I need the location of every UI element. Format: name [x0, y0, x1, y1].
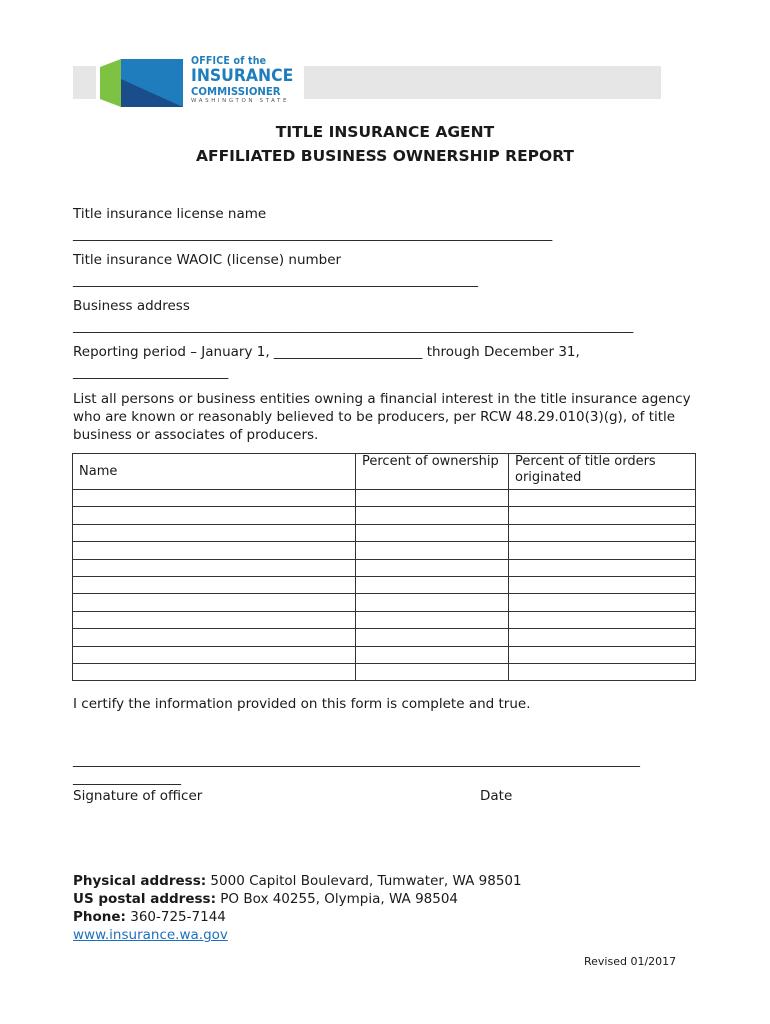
logo-line-2: INSURANCE: [191, 65, 294, 86]
percent-ownership-cell[interactable]: [356, 629, 509, 646]
ownership-table: [72, 453, 696, 681]
phone-value: 360-725-7144: [125, 909, 226, 925]
waoic-label: Title insurance WAOIC (license) number: [73, 252, 342, 268]
percent-ownership-cell[interactable]: [356, 576, 509, 593]
table-row: [73, 576, 696, 593]
percent-orders-cell[interactable]: [509, 559, 696, 576]
table-row: [73, 524, 696, 541]
name-cell[interactable]: [73, 594, 356, 611]
name-cell[interactable]: [73, 629, 356, 646]
table-row: [73, 611, 696, 628]
signature-field-continued[interactable]: ________________: [73, 770, 181, 786]
percent-orders-cell[interactable]: [509, 663, 696, 680]
percent-ownership-cell[interactable]: [356, 542, 509, 559]
license-name-label: Title insurance license name: [73, 206, 267, 222]
reporting-period-end-field[interactable]: _______________________: [73, 364, 229, 380]
instructions-text: List all persons or business entities owning a financial interest in the title insurance agency who are known or reasonably believed to be producers, per RCW 48.29.010(3)(g), of title business or associates of producers.: [73, 391, 691, 443]
table-row: [73, 663, 696, 680]
table-row: [73, 594, 696, 611]
table-row: [73, 542, 696, 559]
phone-label: Phone:: [73, 909, 126, 925]
business-address-label: Business address: [73, 298, 190, 314]
name-cell[interactable]: [73, 490, 356, 507]
table-row: [73, 629, 696, 646]
physical-address-value: 5000 Capitol Boulevard, Tumwater, WA 98501: [206, 873, 522, 889]
revision-date: Revised 01/2017: [584, 955, 677, 968]
logo-line-3: COMMISSIONER: [191, 84, 281, 98]
license-name-field[interactable]: _______________________________________________________________________: [73, 226, 553, 242]
percent-ownership-cell[interactable]: [356, 594, 509, 611]
percent-ownership-cell[interactable]: [356, 507, 509, 524]
signature-field[interactable]: ____________________________________________________________________________________: [73, 752, 640, 768]
form-title-line-2: AFFILIATED BUSINESS OWNERSHIP REPORT: [195, 147, 575, 165]
name-cell[interactable]: [73, 559, 356, 576]
physical-address: [73, 872, 522, 890]
waoic-field[interactable]: ____________________________________________________________: [73, 272, 478, 288]
logo-line-4: WASHINGTON STATE: [191, 97, 290, 104]
name-cell[interactable]: [73, 507, 356, 524]
table-row: [73, 507, 696, 524]
percent-orders-cell[interactable]: [509, 507, 696, 524]
oic-logo-icon: [100, 55, 200, 109]
website-link[interactable]: www.insurance.wa.gov: [73, 927, 228, 943]
table-row: [73, 559, 696, 576]
postal-address-label: US postal address:: [73, 891, 216, 907]
name-cell[interactable]: [73, 542, 356, 559]
name-cell[interactable]: [73, 524, 356, 541]
business-address-field[interactable]: ___________________________________________________________________________________: [73, 318, 634, 334]
logo-line-1: OFFICE of the: [191, 55, 267, 67]
percent-orders-cell[interactable]: [509, 524, 696, 541]
table-row: [73, 490, 696, 507]
certification-text: I certify the information provided on this form is complete and true.: [73, 696, 531, 712]
column-header-percent-ownership: Percent of ownership: [356, 454, 509, 490]
phone: [73, 908, 522, 926]
table-row: [73, 646, 696, 663]
percent-orders-cell[interactable]: [509, 576, 696, 593]
contact-block: [73, 872, 522, 944]
reporting-period-line[interactable]: Reporting period – January 1, ______________________ through December 31,: [73, 344, 580, 360]
name-cell[interactable]: [73, 576, 356, 593]
logo-wordmark: [191, 56, 302, 104]
percent-ownership-cell[interactable]: [356, 663, 509, 680]
table-header-row: [73, 454, 696, 490]
postal-address: [73, 890, 522, 908]
physical-address-label: Physical address:: [73, 873, 207, 889]
form-title-line-1: TITLE INSURANCE AGENT: [275, 123, 495, 141]
percent-orders-cell[interactable]: [509, 646, 696, 663]
percent-ownership-cell[interactable]: [356, 490, 509, 507]
column-header-percent-orders: Percent of title orders originated: [509, 454, 696, 490]
name-cell[interactable]: [73, 663, 356, 680]
postal-address-value: PO Box 40255, Olympia, WA 98504: [215, 891, 459, 907]
percent-ownership-cell[interactable]: [356, 611, 509, 628]
percent-orders-cell[interactable]: [509, 490, 696, 507]
name-cell[interactable]: [73, 611, 356, 628]
name-cell[interactable]: [73, 646, 356, 663]
percent-orders-cell[interactable]: [509, 611, 696, 628]
percent-orders-cell[interactable]: [509, 542, 696, 559]
column-header-name: Name: [73, 454, 356, 490]
percent-ownership-cell[interactable]: [356, 559, 509, 576]
signature-label: Signature of officer: [73, 788, 203, 804]
percent-ownership-cell[interactable]: [356, 646, 509, 663]
percent-orders-cell[interactable]: [509, 594, 696, 611]
percent-orders-cell[interactable]: [509, 629, 696, 646]
date-label: Date: [480, 788, 513, 804]
percent-ownership-cell[interactable]: [356, 524, 509, 541]
